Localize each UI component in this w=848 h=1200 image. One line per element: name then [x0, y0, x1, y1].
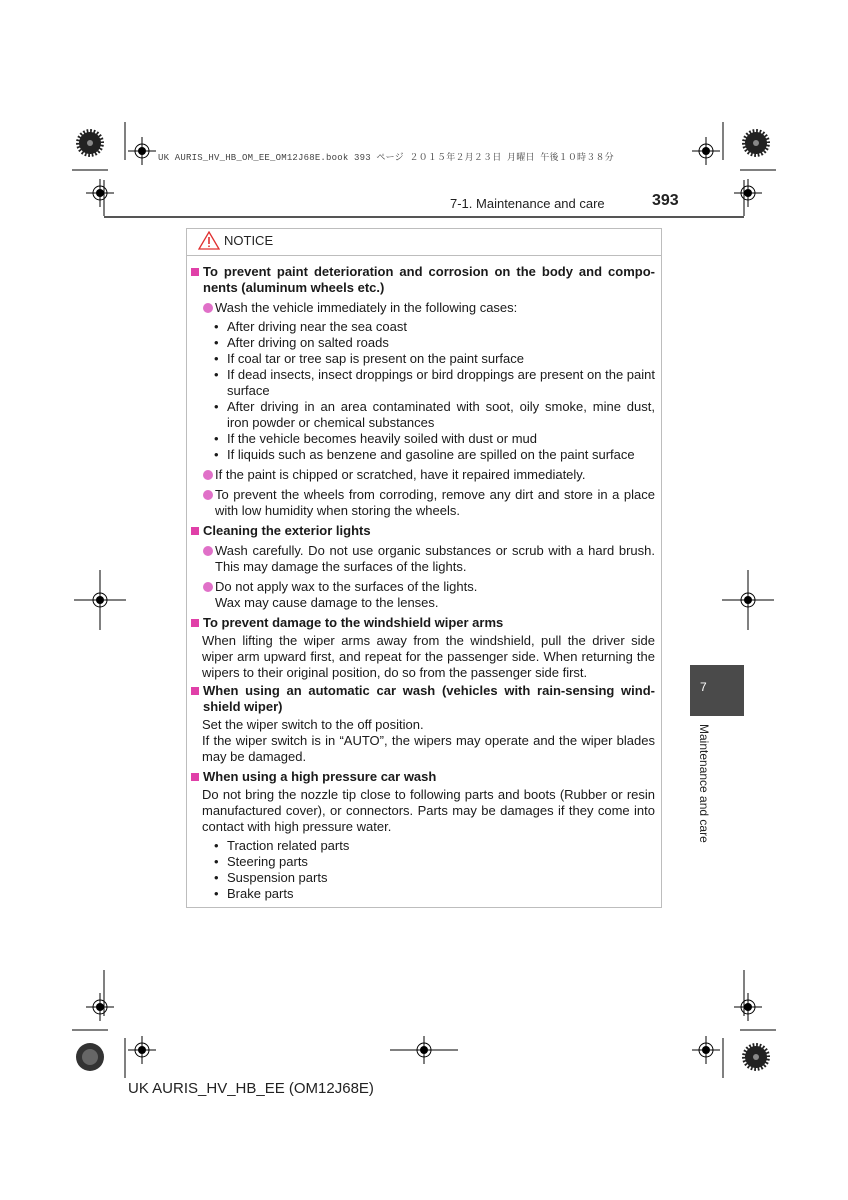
- notice-title: NOTICE: [224, 233, 274, 248]
- print-info-line: UK AURIS_HV_HB_OM_EE_OM12J68E.book 393 ページ ２０１５年２月２３日 月曜日 午後１０時３８分: [158, 153, 614, 163]
- paragraph: If the wiper switch is in “AUTO”, the wipers may operate and the wiper blades may be damaged.: [202, 733, 655, 764]
- bullet-item: • If the vehicle becomes heavily soiled with dust or mud: [227, 431, 655, 447]
- list-item-line: Do not apply wax to the surfaces of the lights.: [215, 579, 478, 594]
- chapter-tab: [690, 665, 744, 716]
- bullet-item: • If dead insects, insect droppings or bird droppings are present on the paint surface: [227, 367, 655, 399]
- section-heading: To prevent damage to the windshield wiper arms: [189, 615, 655, 631]
- list-item: Wash the vehicle immediately in the following cases:: [189, 300, 655, 316]
- bullet-item: • After driving on salted roads: [227, 335, 655, 351]
- bullet-item: • If coal tar or tree sap is present on the paint surface: [227, 351, 655, 367]
- section-heading: When using an automatic car wash (vehicles with rain-sensing wind- shield wiper): [189, 683, 655, 715]
- document-code: UK AURIS_HV_HB_EE (OM12J68E): [128, 1080, 374, 1097]
- page-number: 393: [652, 192, 679, 209]
- bullet-item: • Steering parts: [227, 854, 655, 870]
- notice-content: [189, 264, 655, 902]
- section-heading: Cleaning the exterior lights: [189, 523, 655, 539]
- warning-triangle-icon: [198, 231, 220, 250]
- list-item: To prevent the wheels from corroding, remove any dirt and store in a place with low humidity when storing the wheels.: [189, 487, 655, 519]
- header-rule: [104, 216, 744, 218]
- list-item: [189, 579, 655, 611]
- list-item-line: Wax may cause damage to the lenses.: [215, 595, 439, 610]
- bullet-item: • After driving near the sea coast: [227, 319, 655, 335]
- bullet-item: • Brake parts: [227, 886, 655, 902]
- chapter-tab-number: 7: [700, 680, 707, 694]
- bullet-item: • Suspension parts: [227, 870, 655, 886]
- bullet-item: • If liquids such as benzene and gasoline are spilled on the paint surface: [227, 447, 655, 463]
- paragraph: When lifting the wiper arms away from the windshield, pull the driver side wiper arm upward first, and repeat for the passenger side. When returning the wipers to their original position, do so from the passenger side first.: [202, 633, 655, 680]
- chapter-tab-label: Maintenance and care: [697, 724, 711, 843]
- paragraph: Set the wiper switch to the off position.: [202, 717, 424, 732]
- paragraph: Do not bring the nozzle tip close to following parts and boots (Rubber or resin manufactured cover), or connectors. Parts may be damages if they come into contact with high pressure water.: [202, 787, 655, 834]
- notice-header: [186, 228, 662, 256]
- bullet-item: • After driving in an area contaminated with soot, oily smoke, mine dust, iron powder or chemical substances: [227, 399, 655, 431]
- bullet-list: [189, 319, 655, 463]
- list-item: If the paint is chipped or scratched, have it repaired immediately.: [189, 467, 655, 483]
- section-heading: To prevent paint deterioration and corrosion on the body and compo- nents (aluminum wheels etc.): [189, 264, 655, 296]
- section-title: 7-1. Maintenance and care: [450, 196, 605, 211]
- list-item: Wash carefully. Do not use organic substances or scrub with a hard brush. This may damage the surfaces of the lights.: [189, 543, 655, 575]
- bullet-list: [189, 838, 655, 902]
- section-heading: When using a high pressure car wash: [189, 769, 655, 785]
- bullet-item: • Traction related parts: [227, 838, 655, 854]
